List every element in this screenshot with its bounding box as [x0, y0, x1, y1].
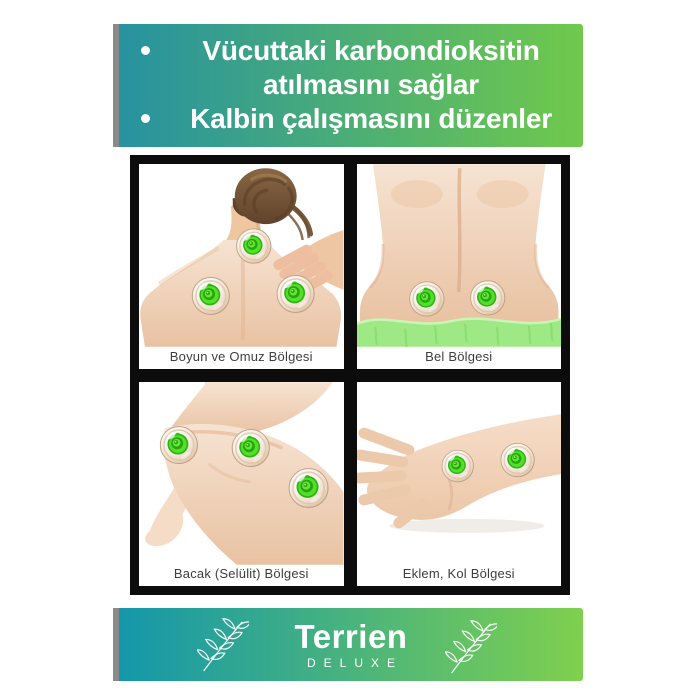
- wrist-arm-photo: [357, 382, 562, 565]
- legs-cellulite-photo: [139, 382, 344, 565]
- photo-cell-lower-back: [357, 164, 562, 369]
- photo-caption: Eklem, Kol Bölgesi: [402, 566, 515, 581]
- benefit-item: [167, 102, 575, 136]
- cupping-cup-icon: [470, 280, 505, 315]
- cupping-cup-icon: [409, 281, 444, 316]
- benefit-text: Vücuttaki karbondioksitin atılmasını sağlar: [202, 35, 540, 100]
- bullet-dot-icon: [141, 114, 150, 123]
- benefits-box: [113, 24, 583, 147]
- bullet-dot-icon: [141, 46, 150, 55]
- benefit-item: [167, 34, 575, 102]
- brand-subtitle: DELUXE: [306, 656, 404, 670]
- photo-cell-arm: [357, 382, 562, 587]
- photo-caption: Bel Bölgesi: [425, 348, 493, 364]
- leaf-branch-icon: [197, 617, 249, 674]
- photo-caption: Bacak (Selülit) Bölgesi: [173, 566, 309, 581]
- cupping-cup-icon: [232, 429, 270, 467]
- cupping-cup-icon: [160, 426, 198, 464]
- brand-banner: [113, 608, 583, 681]
- cupping-cup-icon: [192, 277, 230, 315]
- cupping-cup-icon: [500, 442, 534, 476]
- photo-cell-neck-shoulder: [139, 164, 344, 369]
- cupping-cup-icon: [277, 275, 315, 313]
- photo-cell-legs: [139, 382, 344, 587]
- neck-and-shoulder-photo: [139, 164, 344, 347]
- brand-name: Terrien: [294, 618, 408, 655]
- cupping-cup-icon: [289, 468, 329, 508]
- photo-caption: Boyun ve Omuz Bölgesi: [169, 348, 313, 364]
- leaf-branch-icon: [445, 619, 497, 676]
- benefit-text: Kalbin çalışmasını düzenler: [190, 103, 552, 134]
- cupping-cup-icon: [441, 449, 473, 481]
- cupping-cup-icon: [236, 228, 271, 263]
- lower-back-photo: [357, 164, 562, 347]
- photo-grid: [130, 155, 570, 595]
